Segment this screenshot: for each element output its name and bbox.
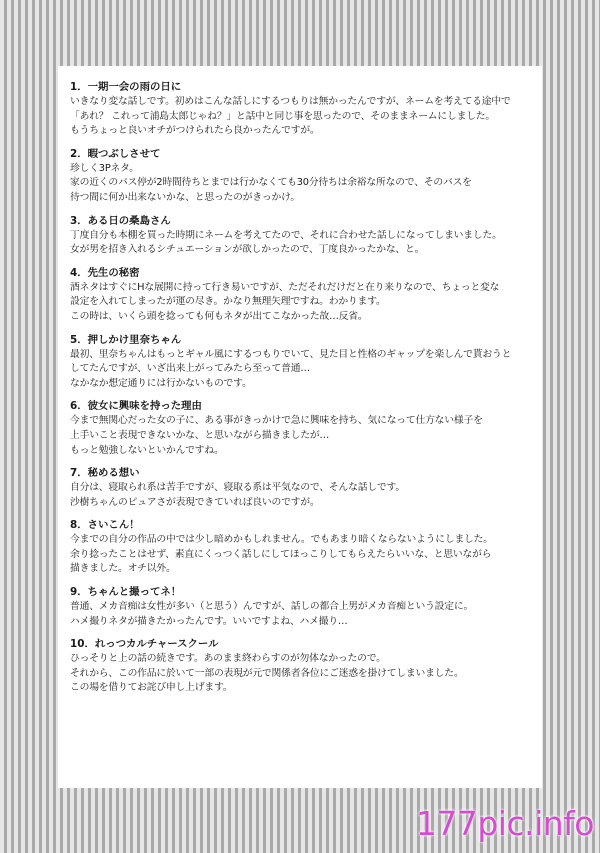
afterword-section <box>70 214 532 258</box>
afterword-section <box>70 518 532 577</box>
section-line: この時は、いくら頭を捻っても何もネタが出てこなかった故…反省。 <box>70 310 368 322</box>
section-heading: 4．先生の秘密 <box>70 266 140 279</box>
section-heading: 7．秘める想い <box>70 467 140 480</box>
afterword-panel <box>58 66 542 788</box>
section-heading: 6．彼女に興味を持った理由 <box>70 400 202 413</box>
section-line: 今まで無関心だった女の子に、ある事がきっかけで急に興味を持ち、気になって仕方ない様子を <box>70 415 483 427</box>
section-line: 設定を入れてしまったが運の尽き。かなり無理矢理ですね。わかります。 <box>70 296 386 308</box>
section-line: 今までの自分の作品の中では少し暗めかもしれません。でもあまり暗くならないようにしました。 <box>70 534 493 546</box>
section-line: 待つ間に何か出来ないかな、と思ったのがきっかけ。 <box>70 191 300 203</box>
section-line: いきなり変な話しです。初めはこんな話しにするつもりは無かったんですが、ネームを考えてる途中で <box>70 96 511 107</box>
section-line: 酒ネタはすぐにHな展開に持って行き易いですが、ただそれだけだと在り来りなので、ちょっと変な <box>70 281 500 293</box>
section-heading: 8．さいこん！ <box>70 519 140 532</box>
section-heading: 9．ちゃんと撮ってネ！ <box>70 586 182 599</box>
section-line: もっと勉強しないといかんですね。 <box>70 444 224 456</box>
afterword-section <box>70 637 532 696</box>
section-line: 「あれ？ これって浦島太郎じゃね？」と話中と同じ事を思ったので、そのままネームにしました。 <box>70 110 495 122</box>
afterword-section <box>70 585 532 629</box>
section-line: ハメ撮りネタが描きたかったんです。いいですよね、ハメ撮り… <box>70 615 348 627</box>
section-line: 普通、メカ音痴は女性が多い（と思う）んですが、話しの都合上男がメカ音痴という設定に。 <box>70 601 474 613</box>
section-line: 余り捻ったことはせず、素直にくっつく話しにしてほっこりしてもらえたらいいな、と思いながら <box>70 548 492 560</box>
section-line: 珍しく3Pネタ。 <box>70 162 139 174</box>
afterword-text <box>70 80 532 704</box>
section-heading: 5．押しかけ里奈ちゃん <box>70 333 182 346</box>
afterword-section <box>70 147 532 206</box>
afterword-section <box>70 266 532 325</box>
afterword-section <box>70 466 532 510</box>
section-heading: 1．一期一会の雨の日に <box>70 81 182 93</box>
section-line: 家の近くのバス停が2時間待ちとまでは行かなくても30分待ちは余裕な所なので、そのバスを <box>70 177 472 189</box>
watermark: 177pic.info <box>415 804 594 843</box>
section-line: 自分は、寝取られ系は苦手ですが、寝取る系は平気なので、そんな話しです。 <box>70 482 405 494</box>
section-line: 丁度自分も本棚を買った時期にネームを考えてたので、それに合わせた話しになってしまいました。 <box>70 229 502 241</box>
section-line: 沙樹ちゃんのピュアさが表現できていれば良いのですが。 <box>70 496 320 508</box>
section-line: もうちょっと良いオチがつけられたら良かったんですが。 <box>70 125 320 137</box>
section-line: この場を借りてお詫び申し上げます。 <box>70 682 233 694</box>
section-line: なかなか想定通りには行かないものです。 <box>70 377 252 389</box>
section-line: それから、この作品に於いて一部の表現が元で関係者各位にご迷惑を掛けてしまいました。 <box>70 667 464 679</box>
afterword-section <box>70 399 532 458</box>
afterword-section <box>70 80 532 139</box>
section-heading: 10．れっつカルチャースクール <box>70 638 219 651</box>
section-line: ひっそりと上の話の続きです。あのまま終わらすのが勿体なかったので。 <box>70 653 386 665</box>
section-line: 描きました。オチ以外。 <box>70 563 176 575</box>
section-line: 上手いこと表現できないかな、と思いながら描きましたが… <box>70 429 330 441</box>
section-heading: 2．暇つぶしさせて <box>70 147 161 160</box>
afterword-section <box>70 333 532 392</box>
section-line: 女が男を招き入れるシチュエーションが欲しかったので、丁度良かったかな、と。 <box>70 244 425 256</box>
section-heading: 3．ある日の桑島さん <box>70 214 171 227</box>
section-line: 最初、里奈ちゃんはもっとギャル風にするつもりでいて、見た目と性格のギャップを楽しんで貰おうと <box>70 348 512 360</box>
section-line: してたんですが、いざ出来上がってみたら至って普通… <box>70 363 310 375</box>
